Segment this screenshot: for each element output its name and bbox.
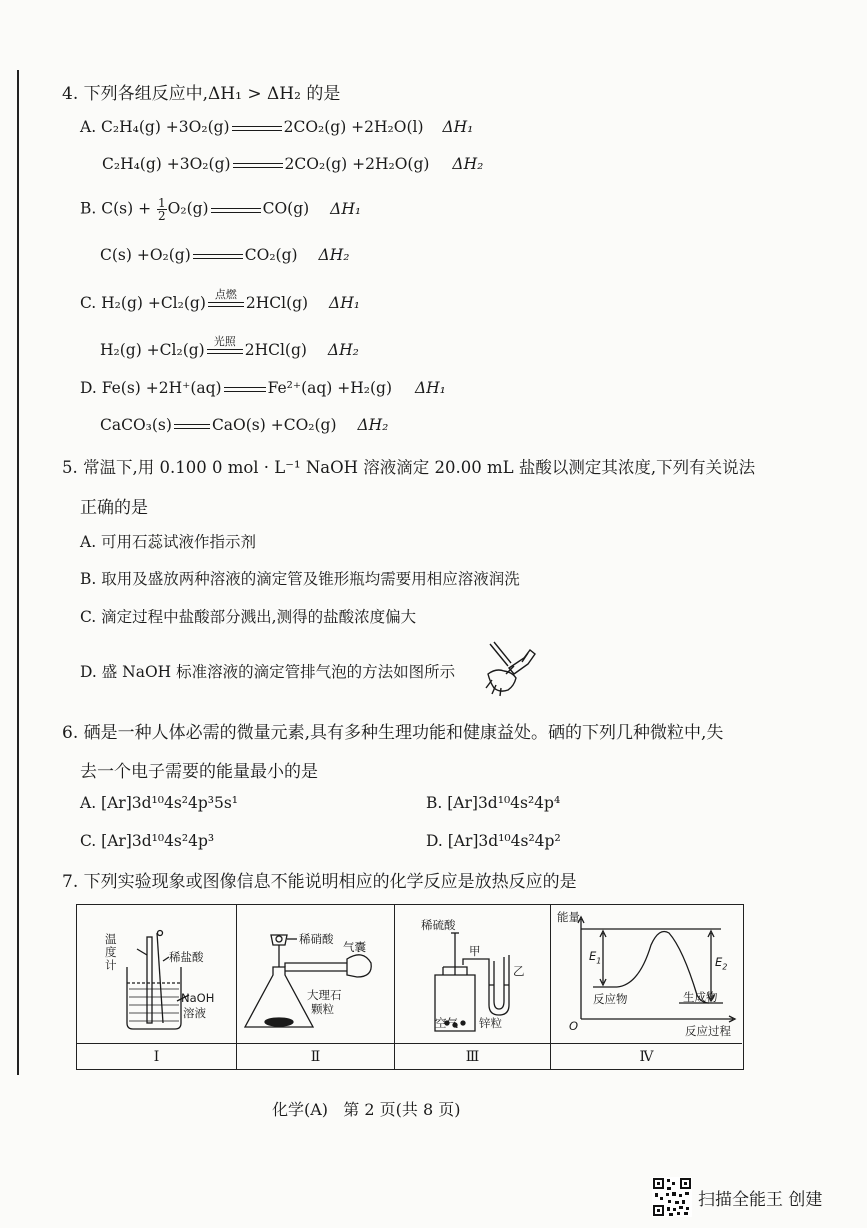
delta-h: ΔH₁ xyxy=(442,118,474,136)
eq-lhs: H₂(g) +Cl₂(g) xyxy=(100,341,205,359)
eq-rhs: 2CO₂(g) +2H₂O(g) xyxy=(284,155,430,173)
eq-lhs: C. H₂(g) +Cl₂(g) xyxy=(80,294,206,312)
balloon-label: 气囊 xyxy=(343,940,366,954)
eq-lhs: C(s) +O₂(g) xyxy=(100,246,191,264)
figure-3-label: Ⅲ xyxy=(395,1043,551,1069)
q4-option-a-line2 xyxy=(102,155,483,174)
e2-symbol: E xyxy=(715,955,723,969)
figure-2-label: Ⅱ xyxy=(237,1043,395,1069)
products-label: 生成物 xyxy=(683,990,718,1004)
q5-option-c: C. 滴定过程中盐酸部分溅出,测得的盐酸浓度偏大 xyxy=(80,608,417,626)
eq-rhs: CO(g) xyxy=(262,199,310,218)
q5-option-d: D. 盛 NaOH 标准溶液的滴定管排气泡的方法如图所示 xyxy=(80,663,456,681)
q4-option-b-line2 xyxy=(100,246,349,265)
eq-lhs: D. Fe(s) +2H⁺(aq) xyxy=(80,379,222,397)
energy-profile-diagram xyxy=(551,905,741,1041)
eq-lhs: B. C(s) + xyxy=(80,199,152,218)
e1-subscript: 1 xyxy=(596,956,602,966)
qr-code-icon xyxy=(652,1177,692,1217)
q7-figure-table xyxy=(76,904,744,1070)
figure-4-label: Ⅳ xyxy=(551,1043,742,1069)
delta-h: ΔH₁ xyxy=(414,379,446,397)
delta-h: ΔH₁ xyxy=(329,294,360,312)
eq-lhs: C₂H₄(g) +3O₂(g) xyxy=(102,155,231,173)
q5-stem-line2: 正确的是 xyxy=(80,498,148,518)
equals-sign xyxy=(172,417,212,435)
origin-label: O xyxy=(569,1019,579,1033)
eq-rhs: Fe²⁺(aq) +H₂(g) xyxy=(267,379,392,397)
e1-label xyxy=(589,949,602,966)
e2-label xyxy=(715,955,728,972)
q7-stem: 7. 下列实验现象或图像信息不能说明相应的化学反应是放热反应的是 xyxy=(62,872,577,892)
equals-sign xyxy=(191,247,245,265)
q4-option-c-line2 xyxy=(100,335,359,360)
figure-3-cell xyxy=(395,905,551,1043)
air-label: 空气 xyxy=(435,1016,458,1030)
zinc-label: 锌粒 xyxy=(479,1016,502,1030)
q4-option-d-line2 xyxy=(100,416,388,435)
q4-option-b-line1 xyxy=(80,197,361,222)
delta-h: ΔH₂ xyxy=(357,416,389,434)
yi-label: 乙 xyxy=(513,964,525,978)
jia-label: 甲 xyxy=(469,944,481,958)
q6-option-c: C. [Ar]3d¹⁰4s²4p³ xyxy=(80,832,215,850)
eq-lhs: CaCO₃(s) xyxy=(100,416,172,434)
figure-4-cell xyxy=(551,905,742,1043)
page-footer: 化学(A) 第 2 页(共 8 页) xyxy=(272,1100,461,1119)
marble-label: 大理石 xyxy=(307,988,342,1002)
q5-option-b: B. 取用及盛放两种溶液的滴定管及锥形瓶均需要用相应溶液润洗 xyxy=(80,570,520,588)
eq-rhs: 2HCl(g) xyxy=(245,294,309,312)
q6-option-a: A. [Ar]3d¹⁰4s²4p³5s¹ xyxy=(80,794,239,812)
q6-stem-line1: 6. 硒是一种人体必需的微量元素,具有多种生理功能和健康益处。硒的下列几种微粒中,失 xyxy=(62,723,724,743)
frac-num: 1 xyxy=(158,196,166,210)
burette-bubble-removal-icon xyxy=(478,638,540,700)
eq-mid: O₂(g) xyxy=(167,199,209,218)
q4-option-a-line1 xyxy=(80,118,473,137)
equals-sign xyxy=(206,288,246,313)
q6-option-b: B. [Ar]3d¹⁰4s²4p⁴ xyxy=(426,794,561,812)
e1-symbol: E xyxy=(589,949,597,963)
granules-label: 颗粒 xyxy=(311,1002,334,1016)
solution-label: 溶液 xyxy=(183,1006,206,1020)
reactants-label: 反应物 xyxy=(593,992,628,1006)
equals-sign xyxy=(222,380,268,398)
reaction-progress-label: 反应过程 xyxy=(685,1024,731,1038)
scanner-watermark: 扫描全能王 创建 xyxy=(698,1190,823,1210)
naoh-label: NaOH xyxy=(181,991,215,1005)
figure-2-cell xyxy=(237,905,395,1043)
equals-sign xyxy=(205,335,245,360)
q5-stem-line1: 5. 常温下,用 0.100 0 mol · L⁻¹ NaOH 溶液滴定 20.00 mL 盐酸以测定其浓度,下列有关说法 xyxy=(62,458,756,477)
eq-rhs: 2HCl(g) xyxy=(244,341,307,359)
condition-light: 光照 xyxy=(213,335,236,348)
u-tube-zinc-diagram xyxy=(395,905,549,1041)
equals-sign xyxy=(231,156,285,174)
delta-h: ΔH₂ xyxy=(327,341,359,359)
equals-sign xyxy=(209,201,263,219)
q5-option-a: A. 可用石蕊试液作指示剂 xyxy=(80,533,257,551)
eq-rhs: CaO(s) +CO₂(g) xyxy=(211,416,337,434)
dilute-hcl-label: 稀盐酸 xyxy=(169,950,204,964)
q6-stem-line2: 去一个电子需要的能量最小的是 xyxy=(80,762,318,782)
thermometer-label: 温度计 xyxy=(105,932,117,972)
eq-lhs: A. C₂H₄(g) +3O₂(g) xyxy=(80,118,230,136)
dilute-h2so4-label: 稀硫酸 xyxy=(421,918,456,932)
condition-ignite: 点燃 xyxy=(214,288,237,301)
eq-rhs: 2CO₂(g) +2H₂O(l) xyxy=(283,118,424,136)
figure-1-cell xyxy=(77,905,237,1043)
delta-h: ΔH₂ xyxy=(318,246,350,264)
delta-h: ΔH₁ xyxy=(330,199,362,218)
q4-stem: 4. 下列各组反应中,ΔH₁ > ΔH₂ 的是 xyxy=(62,84,341,104)
frac-den: 2 xyxy=(158,209,166,223)
dilute-hno3-label: 稀硝酸 xyxy=(299,932,334,946)
beaker-thermometer-diagram xyxy=(77,905,235,1041)
delta-h: ΔH₂ xyxy=(452,155,484,173)
eq-rhs: CO₂(g) xyxy=(244,246,298,264)
equals-sign xyxy=(230,119,284,137)
flask-balloon-diagram xyxy=(237,905,393,1041)
q4-option-c-line1 xyxy=(80,288,360,313)
q6-option-d: D. [Ar]3d¹⁰4s²4p² xyxy=(426,832,561,850)
figure-1-label: Ⅰ xyxy=(77,1043,237,1069)
fraction-one-half xyxy=(157,197,167,222)
q4-option-d-line1 xyxy=(80,379,446,398)
e2-subscript: 2 xyxy=(722,962,728,972)
page-margin-rule xyxy=(17,70,19,1075)
energy-axis-label: 能量 xyxy=(557,910,580,924)
